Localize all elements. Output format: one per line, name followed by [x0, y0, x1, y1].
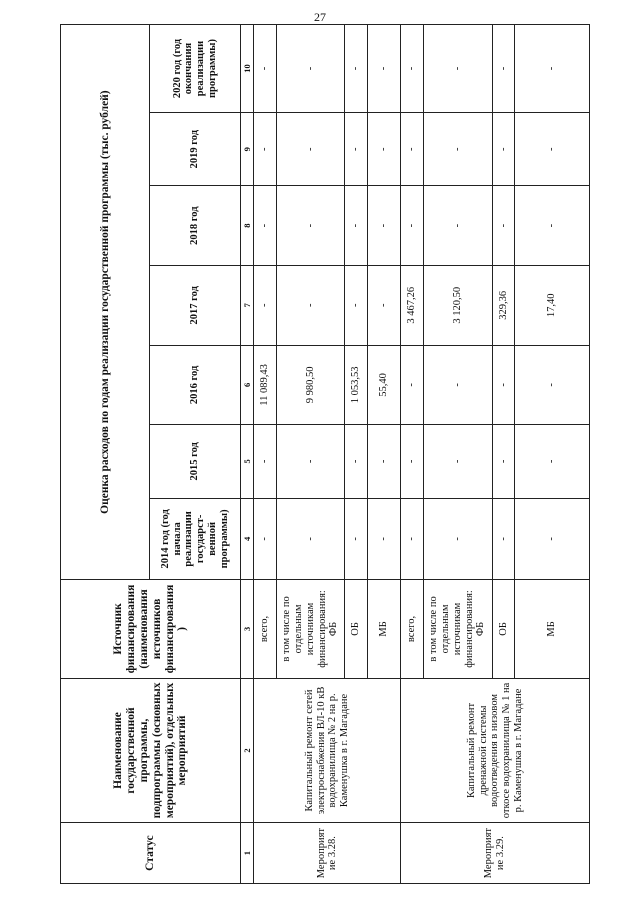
source-cell: в том числе по отдельным источникам финансирования: ФБ: [424, 580, 492, 678]
value-cell: -: [401, 498, 424, 580]
column-number: 5: [241, 425, 254, 498]
value-cell: -: [368, 425, 401, 498]
value-cell: -: [345, 113, 368, 186]
source-cell: МБ: [368, 580, 401, 678]
column-number: 2: [241, 678, 254, 823]
measure-name: Капитальный ремонт сетей электроснабжения ВЛ-10 кВ водохранилища № 2 на р. Каменушка в г. Магадане: [254, 678, 401, 823]
header-year: 2016 год: [150, 345, 241, 425]
value-cell: -: [515, 186, 590, 266]
header-year: 2017 год: [150, 265, 241, 345]
value-cell: -: [424, 345, 492, 425]
source-cell: МБ: [515, 580, 590, 678]
measure-status: Мероприятие 3.29.: [401, 823, 590, 884]
financing-table: [60, 24, 590, 884]
column-number: 6: [241, 345, 254, 425]
value-cell: -: [401, 186, 424, 266]
value-cell: -: [254, 186, 277, 266]
value-cell: 3 467,26: [401, 265, 424, 345]
value-cell: -: [424, 25, 492, 113]
value-cell: -: [368, 25, 401, 113]
page-number: 27: [314, 10, 326, 24]
value-cell: -: [401, 345, 424, 425]
value-cell: 17,40: [515, 265, 590, 345]
value-cell: -: [345, 186, 368, 266]
column-number: 10: [241, 25, 254, 113]
source-cell: всего,: [401, 580, 424, 678]
value-cell: -: [515, 498, 590, 580]
value-cell: -: [492, 25, 515, 113]
value-cell: -: [345, 425, 368, 498]
table-row: [401, 25, 424, 884]
value-cell: -: [492, 498, 515, 580]
value-cell: 11 089,43: [254, 345, 277, 425]
column-number: 3: [241, 580, 254, 678]
source-cell: ОБ: [345, 580, 368, 678]
value-cell: -: [277, 425, 345, 498]
value-cell: -: [515, 25, 590, 113]
value-cell: -: [492, 345, 515, 425]
value-cell: -: [368, 186, 401, 266]
value-cell: -: [277, 498, 345, 580]
value-cell: -: [401, 425, 424, 498]
value-cell: -: [401, 113, 424, 186]
value-cell: -: [424, 186, 492, 266]
measure-name: Капитальный ремонт дренажной системы водоотведения в низовом откосе водохранилища № 1 на р. Каменушка в г. Магадане: [401, 678, 590, 823]
value-cell: -: [401, 25, 424, 113]
value-cell: -: [345, 498, 368, 580]
header-status: Статус: [61, 823, 241, 884]
value-cell: -: [254, 425, 277, 498]
value-cell: -: [424, 113, 492, 186]
header-year: 2020 год (год окончания реализации программы): [150, 25, 241, 113]
measure-status: Мероприятие 3.28.: [254, 823, 401, 884]
column-number: 9: [241, 113, 254, 186]
column-number: 8: [241, 186, 254, 266]
value-cell: -: [277, 25, 345, 113]
value-cell: -: [254, 265, 277, 345]
value-cell: -: [254, 498, 277, 580]
header-source: Источник финансирования (наименования источников финансирования): [61, 580, 241, 678]
value-cell: 3 120,50: [424, 265, 492, 345]
value-cell: -: [368, 498, 401, 580]
column-number: 4: [241, 498, 254, 580]
value-cell: -: [515, 345, 590, 425]
value-cell: -: [345, 265, 368, 345]
header-year: 2019 год: [150, 113, 241, 186]
value-cell: -: [368, 113, 401, 186]
source-cell: в том числе по отдельным источникам финансирования: ФБ: [277, 580, 345, 678]
value-cell: -: [277, 113, 345, 186]
value-cell: 55,40: [368, 345, 401, 425]
header-estimate-group: Оценка расходов по годам реализации государственной программы (тыс. рублей): [61, 25, 150, 580]
column-number: 7: [241, 265, 254, 345]
value-cell: 329,36: [492, 265, 515, 345]
value-cell: -: [277, 265, 345, 345]
source-cell: всего,: [254, 580, 277, 678]
value-cell: 1 053,53: [345, 345, 368, 425]
value-cell: -: [254, 113, 277, 186]
column-number: 1: [241, 823, 254, 884]
header-year: 2015 год: [150, 425, 241, 498]
value-cell: -: [492, 186, 515, 266]
value-cell: -: [254, 25, 277, 113]
value-cell: -: [424, 425, 492, 498]
value-cell: -: [492, 113, 515, 186]
value-cell: -: [424, 498, 492, 580]
table-row: [254, 25, 277, 884]
value-cell: -: [515, 113, 590, 186]
value-cell: -: [515, 425, 590, 498]
value-cell: -: [368, 265, 401, 345]
value-cell: -: [492, 425, 515, 498]
header-name: Наименование государственной программы, подпрограммы (основных мероприятий), отдельных мероприятий: [61, 678, 241, 823]
header-year: 2014 год (год начала реализации государст-венной программы): [150, 498, 241, 580]
value-cell: -: [345, 25, 368, 113]
source-cell: ОБ: [492, 580, 515, 678]
rotated-table-wrapper: [60, 24, 590, 884]
value-cell: -: [277, 186, 345, 266]
value-cell: 9 980,50: [277, 345, 345, 425]
header-year: 2018 год: [150, 186, 241, 266]
